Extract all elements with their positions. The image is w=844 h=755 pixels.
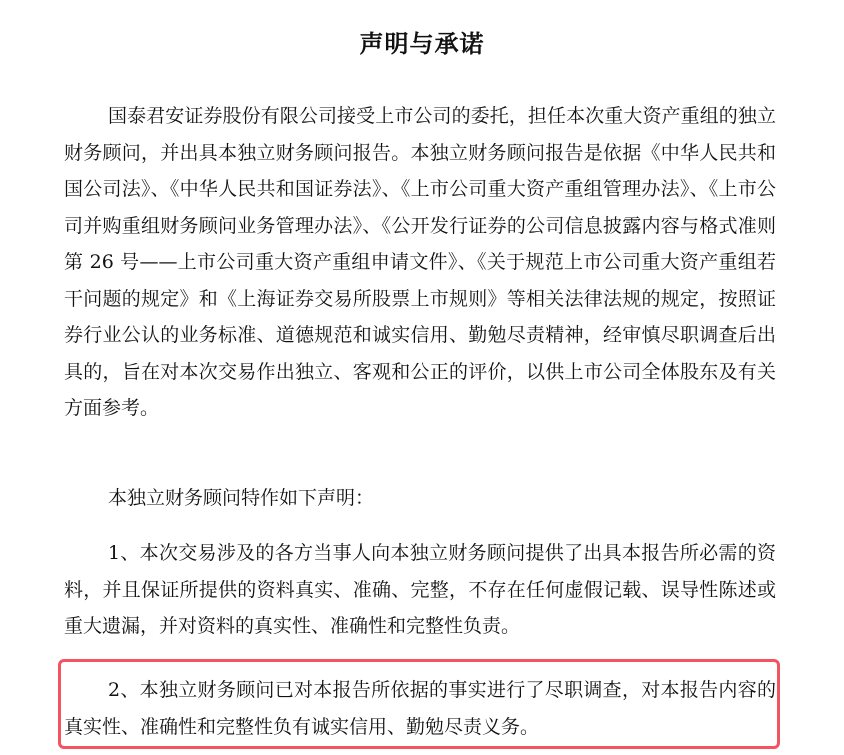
- paragraph-declaration-intro: 本独立财务顾问特作如下声明：: [108, 487, 375, 509]
- paragraph-item-2: 2、本独立财务顾问已对本报告所依据的事实进行了尽职调查，对本报告内容的真实性、准确性和完整性负有诚实信用、勤勉尽责义务。: [64, 679, 776, 738]
- paragraph-engagement: 国泰君安证券股份有限公司接受上市公司的委托，担任本次重大资产重组的独立财务顾问，并出具本独立财务顾问报告。本独立财务顾问报告是依据《中华人民共和国公司法》、《中华人民共和国证券法》、《上市公司重大资产重组管理办法》、《上市公司并购重组财务顾问业务管理办法》、《公开发行证券的公司信息披露内容与格式准则第 26 号——上市公司重大资产重组申请文件》、《关于规范上市公司重大资产重组若干问题的规定》和《上海证券交易所股票上市规则》等相关法律法规的规定，按照证券行业公认的业务标准、道德规范和诚实信用、勤勉尽责精神，经审慎尽职调查后出具的，旨在对本次交易作出独立、客观和公正的评价，以供上市公司全体股东及有关方面参考。: [64, 105, 776, 419]
- paragraph-item-1: 1、本次交易涉及的各方当事人向本独立财务顾问提供了出具本报告所必需的资料，并且保证所提供的资料真实、准确、完整，不存在任何虚假记载、误导性陈述或重大遗漏，并对资料的真实性、准确性和完整性负责。: [64, 542, 776, 637]
- page-title: 声明与承诺: [359, 30, 485, 58]
